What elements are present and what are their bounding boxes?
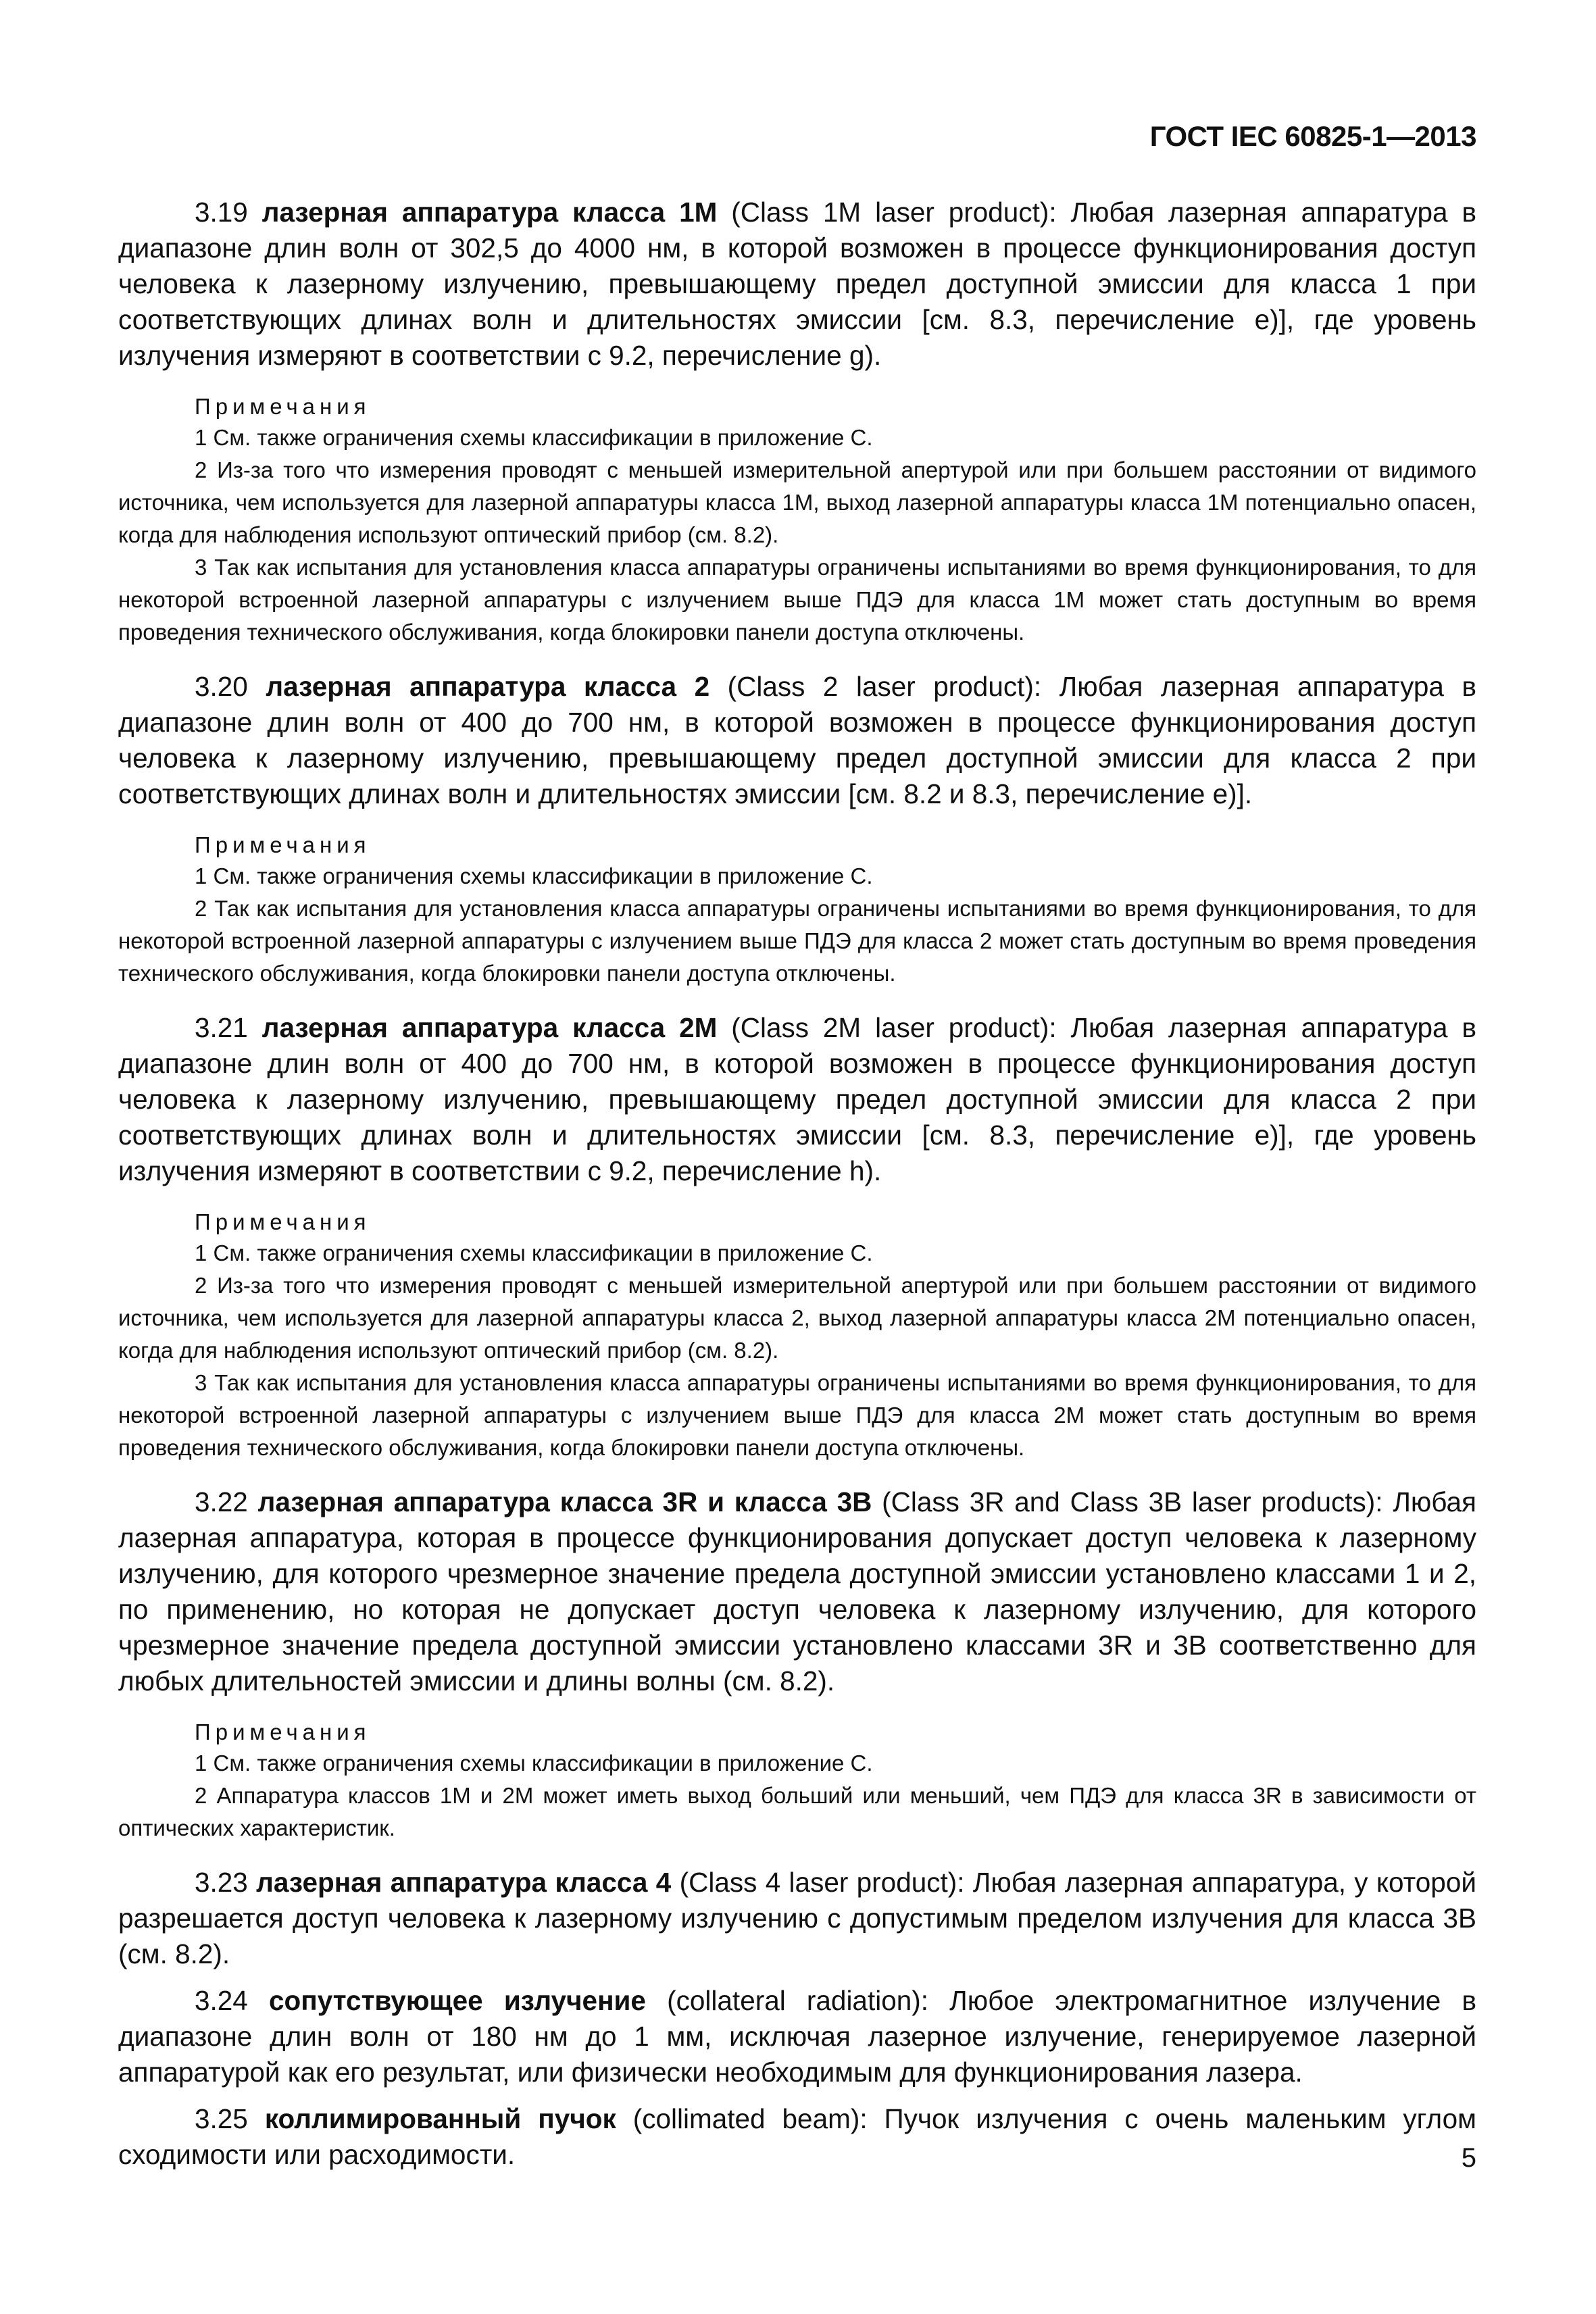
term-number: 3.25 bbox=[195, 2103, 248, 2134]
term-body: (collimated beam): Пучок излучения с очень маленьким углом сходимости или расходимости. bbox=[118, 2103, 1476, 2170]
term-title: лазерная аппаратура класса 3R и класса 3В bbox=[257, 1486, 872, 1517]
term-title: сопутствующее излучение bbox=[269, 1985, 646, 2016]
note-item: 3 Так как испытания для установления класса аппаратуры ограничены испытаниями во время функционирования, то для некоторой встроенной лазерной аппаратуры с излучением выше ПДЭ для класса 1М может стать доступным во время проведения технического обслуживания, когда блокировки панели доступа отключены. bbox=[118, 555, 1476, 645]
page-number: 5 bbox=[1461, 2143, 1476, 2173]
document-page bbox=[118, 0, 1476, 2314]
note-item: 1 См. также ограничения схемы классификации в приложение С. bbox=[195, 1240, 873, 1265]
notes-3-20 bbox=[118, 830, 1476, 990]
term-body: (Class 3R and Class 3B laser products): Любая лазерная аппаратура, которая в процессе функционирования допускает доступ человека к лазерному излучению, для которого чрезмерное значение предела доступной эмиссии установлено классами 1 и 2, по применению, но которая не допускает доступ человека к лазерному излучению, для которого чрезмерное значение предела доступной эмиссии установлено классами 3R и 3В соответственно для любых длительностей эмиссии и длины волны (см. 8.2). bbox=[118, 1486, 1476, 1696]
term-body: (Class 1M laser product): Любая лазерная аппаратура в диапазоне длин волн от 302,5 до 4000 нм, в которой возможен в процессе функционирования доступ человека к лазерному излучению, превышающему предел доступной эмиссии для класса 1 при соответствующих длинах волн и длительностях эмиссии [см. 8.3, перечисление е)], где уровень излучения измеряют в соответствии с 9.2, перечисление g). bbox=[118, 197, 1476, 371]
notes-heading: Примечания bbox=[195, 1209, 371, 1234]
notes-heading: Примечания bbox=[195, 832, 371, 857]
term-3-24 bbox=[118, 1983, 1476, 2090]
term-3-19 bbox=[118, 195, 1476, 374]
note-item: 2 Из-за того что измерения проводят с меньшей измерительной апертурой или при большем расстоянии от видимого источника, чем используется для лазерной аппаратуры класса 1М, выход лазерной аппаратуры класса 1М потенциально опасен, когда для наблюдения используют оптический прибор (см. 8.2). bbox=[118, 457, 1476, 547]
document-code: ГОСТ IEC 60825-1—2013 bbox=[1149, 120, 1476, 152]
term-3-25 bbox=[118, 2101, 1476, 2173]
term-number: 3.20 bbox=[195, 671, 248, 702]
term-title: лазерная аппаратура класса 4 bbox=[256, 1867, 672, 1898]
term-body: (Class 2M laser product): Любая лазерная аппаратура в диапазоне длин волн от 400 до 700 нм, в которой возможен в процессе функционирования доступ человека к лазерному излучению, превышающему предел доступной эмиссии для класса 2 при соответствующих длинах волн и длительностях эмиссии [см. 8.3, перечисление е)], где уровень излучения измеряют в соответствии с 9.2, перечисление h). bbox=[118, 1012, 1476, 1186]
note-item: 3 Так как испытания для установления класса аппаратуры ограничены испытаниями во время функционирования, то для некоторой встроенной лазерной аппаратуры с излучением выше ПДЭ для класса 2М может стать доступным во время проведения технического обслуживания, когда блокировки панели доступа отключены. bbox=[118, 1370, 1476, 1460]
notes-3-19 bbox=[118, 391, 1476, 649]
page-content bbox=[118, 195, 1476, 2184]
term-body: (Class 4 laser product): Любая лазерная аппаратура, у которой разрешается доступ человека к лазерному излучению с допустимым пределом излучения для класса 3В (см. 8.2). bbox=[118, 1867, 1476, 1969]
note-item: 2 Из-за того что измерения проводят с меньшей измерительной апертурой или при большем расстоянии от видимого источника, чем используется для лазерной аппаратуры класса 2, выход лазерной аппаратуры класса 2М потенциально опасен, когда для наблюдения используют оптический прибор (см. 8.2). bbox=[118, 1273, 1476, 1363]
term-number: 3.24 bbox=[195, 1985, 248, 2016]
term-body: (Class 2 laser product): Любая лазерная аппаратура в диапазоне длин волн от 400 до 700 нм, в которой возможен в процессе функционирования доступ человека к лазерному излучению, превышающему предел доступной эмиссии для класса 2 при соответствующих длинах волн и длительностях эмиссии [см. 8.2 и 8.3, перечисление е)]. bbox=[118, 671, 1476, 809]
term-number: 3.22 bbox=[195, 1486, 248, 1517]
note-item: 1 См. также ограничения схемы классификации в приложение С. bbox=[195, 1751, 873, 1776]
term-body: (collateral radiation): Любое электромагнитное излучение в диапазоне длин волн от 180 нм до 1 мм, исключая лазерное излучение, генерируемое лазерной аппаратурой как его результат, или физически необходимым для функционирования лазера. bbox=[118, 1985, 1476, 2088]
term-3-21 bbox=[118, 1010, 1476, 1189]
term-3-20 bbox=[118, 669, 1476, 812]
term-3-23 bbox=[118, 1865, 1476, 1972]
note-item: 1 См. также ограничения схемы классификации в приложение С. bbox=[195, 863, 873, 888]
term-number: 3.21 bbox=[195, 1012, 248, 1043]
term-title: лазерная аппаратура класса 2 bbox=[266, 671, 710, 702]
term-title: лазерная аппаратура класса 2М bbox=[261, 1012, 718, 1043]
notes-3-21 bbox=[118, 1207, 1476, 1464]
term-number: 3.23 bbox=[195, 1867, 248, 1898]
note-item: 1 См. также ограничения схемы классификации в приложение С. bbox=[195, 425, 873, 450]
term-number: 3.19 bbox=[195, 197, 248, 228]
notes-3-22 bbox=[118, 1717, 1476, 1844]
notes-heading: Примечания bbox=[195, 394, 371, 419]
notes-heading: Примечания bbox=[195, 1719, 371, 1744]
term-3-22 bbox=[118, 1484, 1476, 1699]
term-title: лазерная аппаратура класса 1М bbox=[261, 197, 718, 228]
note-item: 2 Аппаратура классов 1М и 2М может иметь выход больший или меньший, чем ПДЭ для класса 3R в зависимости от оптических характеристик. bbox=[118, 1783, 1476, 1840]
term-title: коллимированный пучок bbox=[264, 2103, 616, 2134]
note-item: 2 Так как испытания для установления класса аппаратуры ограничены испытаниями во время функционирования, то для некоторой встроенной лазерной аппаратуры с излучением выше ПДЭ для класса 2 может стать доступным во время проведения технического обслуживания, когда блокировки панели доступа отключены. bbox=[118, 896, 1476, 986]
